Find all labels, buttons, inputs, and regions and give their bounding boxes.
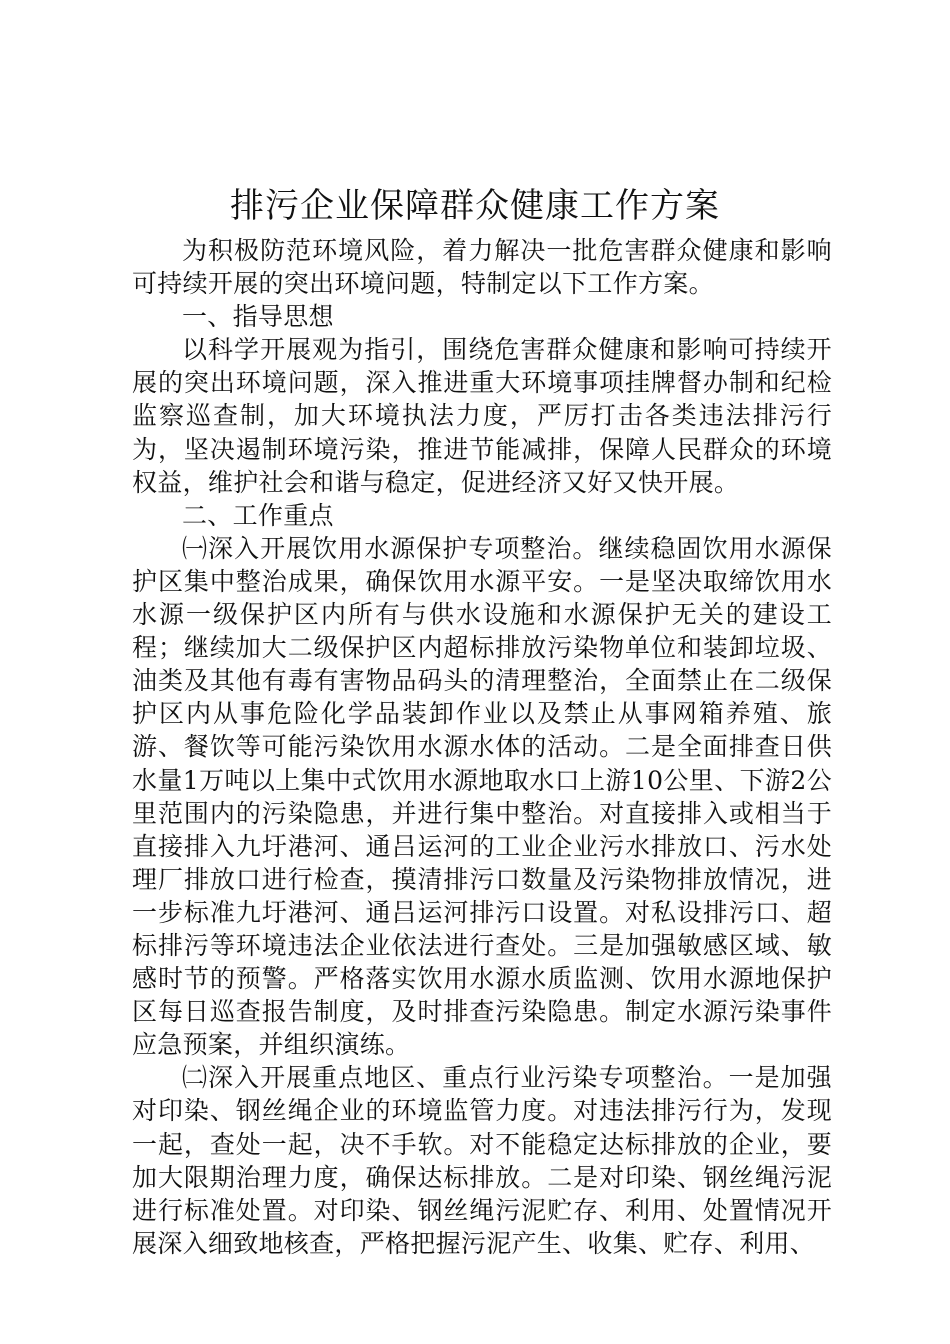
- document-body: [132, 234, 832, 1260]
- document-title: 排污企业保障群众健康工作方案: [230, 186, 720, 226]
- section-heading-guiding-ideology: 一、指导思想: [182, 302, 334, 332]
- guiding-ideology-paragraph: 以科学开展观为指引，围绕危害群众健康和影响可持续开展的突出环境问题，深入推进重大环境事项挂牌督办制和纪检监察巡查制，加大环境执法力度，严厉打击各类违法排污行为，坚决遏制环境污染，推进节能减排，保障人民群众的环境权益，维护社会和谐与稳定，促进经济又好又快开展。: [132, 335, 832, 497]
- work-focus-item-2-paragraph: ㈡深入开展重点地区、重点行业污染专项整治。一是加强对印染、钢丝绳企业的环境监管力度。对违法排污行为，发现一起，查处一起，决不手软。对不能稳定达标排放的企业，要加大限期治理力度，确保达标排放。二是对印染、钢丝绳污泥进行标准处置。对印染、钢丝绳污泥贮存、利用、处置情况开展深入细致地核查，严格把握污泥产生、收集、贮存、利用、: [132, 1063, 832, 1258]
- work-focus-item-1-paragraph: ㈠深入开展饮用水源保护专项整治。继续稳固饮用水源保护区集中整治成果，确保饮用水源平安。一是坚决取缔饮用水水源一级保护区内所有与供水设施和水源保护无关的建设工程；继续加大二级保护区内超标排放污染物单位和装卸垃圾、油类及其他有毒有害物品码头的清理整治，全面禁止在二级保护区内从事危险化学品装卸作业以及禁止从事网箱养殖、旅游、餐饮等可能污染饮用水源水体的活动。二是全面排查日供水量1万吨以上集中式饮用水源地取水口上游10公里、下游2公里范围内的污染隐患，并进行集中整治。对直接排入或相当于直接排入九圩港河、通吕运河的工业企业污水排放口、污水处理厂排放口进行检查，摸清排污口数量及污染物排放情况，进一步标准九圩港河、通吕运河排污口设置。对私设排污口、超标排污等环境违法企业依法进行查处。三是加强敏感区域、敏感时节的预警。严格落实饮用水源水质监测、饮用水源地保护区每日巡查报告制度，及时排查污染隐患。制定水源污染事件应急预案，并组织演练。: [132, 533, 832, 1060]
- section-heading-work-focus: 二、工作重点: [182, 500, 334, 530]
- intro-paragraph: 为积极防范环境风险，着力解决一批危害群众健康和影响可持续开展的突出环境问题，特制定以下工作方案。: [132, 236, 832, 299]
